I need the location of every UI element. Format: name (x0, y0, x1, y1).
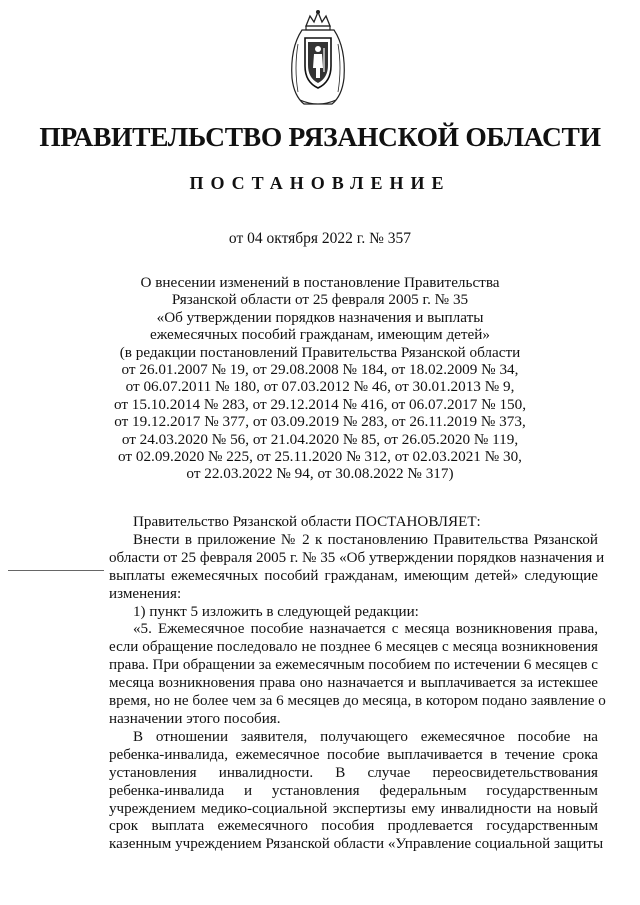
body-line: «5. Ежемесячное пособие назначается с месяца возникновения права, (133, 621, 598, 638)
body-line: срок выплата ежемесячного пособия продлевается государственным (109, 818, 598, 835)
heading-line: от 24.03.2020 № 56, от 21.04.2020 № 85, от 26.05.2020 № 119, (121, 430, 519, 448)
body-line: изменения: (109, 585, 182, 602)
body-line: установления инвалидности. В случае переосвидетельствования (109, 764, 598, 781)
organization-title: ПРАВИТЕЛЬСТВО РЯЗАНСКОЙ ОБЛАСТИ (39, 121, 601, 152)
heading-line: (в редакции постановлений Правительства Рязанской области (119, 343, 521, 361)
heading-line: от 19.12.2017 № 377, от 03.09.2019 № 283, от 26.11.2019 № 373, (114, 413, 526, 431)
heading-line: от 22.03.2022 № 94, от 30.08.2022 № 317) (186, 465, 454, 483)
body-line: учреждением медико-социальной экспертизы ему инвалидности на новый (109, 800, 598, 817)
body-line: месяца возникновения права оно назначается и выплачивается за истекшее (109, 675, 598, 692)
heading-line: «Об утверждении порядков назначения и выплаты (156, 308, 484, 326)
body-line: В отношении заявителя, получающего ежемесячное пособие на (133, 728, 598, 745)
document-type: ПОСТАНОВЛЕНИЕ (189, 173, 451, 193)
body-line: ребенка-инвалида, ежемесячное пособие выплачивается в течение срока (109, 746, 598, 763)
document-body (109, 514, 606, 854)
heading-line: от 15.10.2014 № 283, от 29.12.2014 № 416, от 06.07.2017 № 150, (113, 395, 527, 413)
body-line: назначении этого пособия. (109, 710, 281, 727)
heading-line: ежемесячных пособий гражданам, имеющим детей» (149, 326, 491, 344)
heading-line: от 26.01.2007 № 19, от 29.08.2008 № 184, от 18.02.2009 № 34, (121, 361, 519, 379)
date-number-line: от 04 октября 2022 г. № 357 (228, 230, 412, 247)
body-line: если обращение последовало не позднее 6 месяцев с месяца возникновения (109, 639, 598, 656)
heading-line: от 06.07.2011 № 180, от 07.03.2012 № 46, от 30.01.2013 № 9, (125, 378, 515, 396)
body-line: ребенка-инвалида и установления федеральным государственным (109, 782, 598, 799)
body-line: казенным учреждением Рязанской области «Управление социальной защиты (109, 836, 604, 853)
body-line: области от 25 февраля 2005 г. № 35 «Об утверждении порядков назначения и (109, 549, 605, 566)
body-line: Внести в приложение № 2 к постановлению Правительства Рязанской (133, 531, 598, 548)
body-line: Правительство Рязанской области ПОСТАНОВЛЯЕТ: (133, 514, 481, 530)
body-line: время, но не более чем за 6 месяцев до месяца, в котором подано заявление о (109, 693, 606, 710)
heading-line: О внесении изменений в постановление Правительства (140, 274, 500, 291)
heading-line: от 02.09.2020 № 225, от 25.11.2020 № 312, от 02.03.2021 № 30, (118, 448, 522, 466)
coat-of-arms-emblem (284, 8, 352, 108)
body-line: права. При обращении за ежемесячным пособием по истечении 6 месяцев с (109, 657, 598, 674)
margin-mark (8, 570, 104, 571)
body-line: 1) пункт 5 изложить в следующей редакции: (133, 603, 419, 620)
heading-line: Рязанской области от 25 февраля 2005 г. № 35 (171, 291, 469, 309)
resolution-heading (0, 274, 640, 483)
body-line: выплаты ежемесячных пособий гражданам, имеющим детей» следующие (109, 567, 598, 584)
